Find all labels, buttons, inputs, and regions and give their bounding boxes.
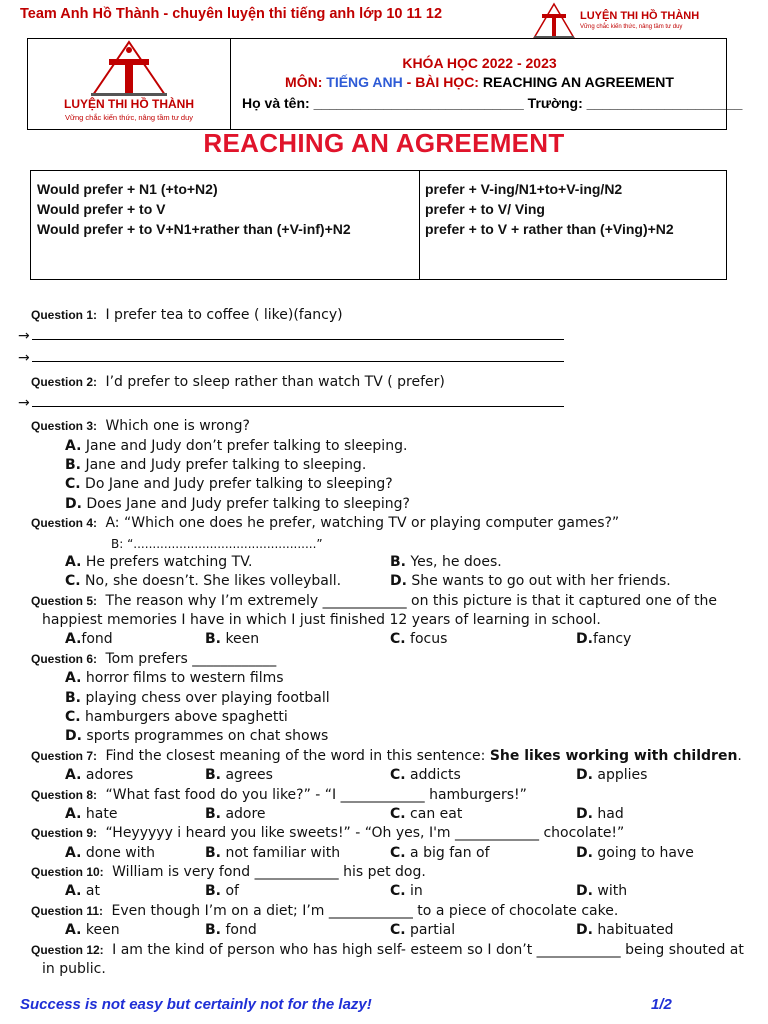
question-label: Question 2: bbox=[31, 375, 98, 389]
option-a[interactable] bbox=[65, 669, 284, 688]
question-11 bbox=[31, 902, 618, 921]
course-logo-name: LUYỆN THI HỒ THÀNH bbox=[64, 97, 194, 111]
question-2 bbox=[31, 373, 445, 392]
logo-name: LUYỆN THI HỒ THÀNH bbox=[580, 10, 700, 22]
question-text: William is very fond ____________ his pet dog. bbox=[112, 864, 426, 880]
option-letter: C. bbox=[390, 806, 406, 822]
option-c[interactable] bbox=[390, 844, 490, 863]
option-letter: B. bbox=[65, 690, 81, 706]
option-letter: D. bbox=[576, 883, 593, 899]
option-text: addicts bbox=[410, 767, 461, 783]
option-b[interactable] bbox=[205, 844, 340, 863]
option-letter: B. bbox=[205, 922, 221, 938]
formula-item: Would prefer + to V bbox=[37, 201, 166, 217]
course-header-box bbox=[27, 38, 743, 130]
option-b[interactable] bbox=[205, 882, 239, 901]
option-text: not familiar with bbox=[225, 845, 341, 861]
option-text: focus bbox=[410, 631, 448, 647]
option-text: Does Jane and Judy prefer talking to sleeping? bbox=[86, 496, 410, 512]
option-b[interactable] bbox=[65, 689, 330, 708]
option-b[interactable] bbox=[205, 805, 266, 824]
option-text: a big fan of bbox=[410, 845, 490, 861]
option-c[interactable] bbox=[390, 766, 461, 785]
option-text: adores bbox=[85, 767, 134, 783]
option-letter: A. bbox=[65, 438, 82, 454]
option-letter: A. bbox=[65, 806, 82, 822]
arrow-icon: → bbox=[18, 328, 30, 344]
question-10 bbox=[31, 863, 426, 882]
option-letter: B. bbox=[205, 845, 221, 861]
arrow-icon: → bbox=[18, 395, 30, 411]
course-year: KHÓA HỌC 2022 - 2023 bbox=[402, 55, 557, 71]
option-a[interactable] bbox=[65, 437, 407, 456]
option-letter: C. bbox=[65, 709, 81, 725]
option-text: fond bbox=[225, 922, 257, 938]
option-c[interactable] bbox=[65, 572, 341, 591]
question-8 bbox=[31, 786, 527, 805]
option-text: done with bbox=[85, 845, 155, 861]
formula-item: Would prefer + N1 (+to+N2) bbox=[37, 181, 218, 197]
option-d[interactable] bbox=[576, 805, 624, 824]
question-1 bbox=[31, 306, 343, 325]
option-letter: D. bbox=[576, 845, 593, 861]
page-title: REACHING AN AGREEMENT bbox=[203, 128, 565, 158]
question-label: Question 5: bbox=[31, 594, 98, 608]
option-text: sports programmes on chat shows bbox=[86, 728, 329, 744]
option-letter: D. bbox=[576, 806, 593, 822]
student-info-line: Họ và tên: ___________________________ Trường: ____________________ bbox=[242, 95, 743, 111]
option-b[interactable] bbox=[205, 630, 259, 649]
course-logo-slogan: Vững chắc kiến thức, nâng tầm tư duy bbox=[64, 113, 194, 122]
logo-slogan: Vững chắc kiến thức, nâng tầm tư duy bbox=[580, 24, 683, 30]
question-text-end: . bbox=[737, 748, 742, 764]
option-a[interactable] bbox=[65, 805, 117, 824]
formula-column-right bbox=[425, 179, 674, 239]
option-letter: C. bbox=[390, 845, 406, 861]
option-letter: D. bbox=[576, 631, 593, 647]
header-logo bbox=[532, 2, 702, 40]
option-text: with bbox=[597, 883, 628, 899]
page-top-title: Team Anh Hồ Thành - chuyên luyện thi tiếng anh lớp 10 11 12 bbox=[20, 6, 443, 22]
option-letter: C. bbox=[390, 631, 406, 647]
option-d[interactable] bbox=[576, 766, 647, 785]
subject-line bbox=[231, 74, 728, 90]
option-letter: B. bbox=[65, 457, 81, 473]
option-text: Do Jane and Judy prefer talking to sleeping? bbox=[85, 476, 393, 492]
answer-line[interactable] bbox=[18, 350, 564, 366]
option-b[interactable] bbox=[205, 921, 257, 940]
question-text: Even though I’m on a diet; I’m ____________ to a piece of chocolate cake. bbox=[111, 903, 619, 919]
question-4 bbox=[31, 514, 619, 533]
option-letter: C. bbox=[390, 883, 406, 899]
option-letter: B. bbox=[205, 767, 221, 783]
option-letter: A. bbox=[65, 883, 82, 899]
option-d[interactable] bbox=[65, 727, 328, 746]
formula-table bbox=[30, 170, 727, 280]
option-text: in bbox=[410, 883, 423, 899]
option-a[interactable] bbox=[65, 882, 100, 901]
option-text: of bbox=[225, 883, 239, 899]
option-d[interactable] bbox=[576, 630, 631, 649]
question-label: Question 10: bbox=[31, 865, 104, 879]
question-label: Question 1: bbox=[31, 308, 98, 322]
formula-column-left bbox=[37, 179, 351, 239]
question-6 bbox=[31, 650, 276, 669]
question-text: The reason why I’m extremely ____________ on this picture is that it captured one of the bbox=[105, 593, 717, 609]
option-c[interactable] bbox=[390, 805, 462, 824]
question-label: Question 6: bbox=[31, 652, 98, 666]
option-b[interactable] bbox=[390, 553, 502, 572]
option-c[interactable] bbox=[65, 708, 288, 727]
option-letter: B. bbox=[390, 554, 406, 570]
formula-item: Would prefer + to V+N1+rather than (+V-inf)+N2 bbox=[37, 221, 351, 237]
option-letter: A. bbox=[65, 554, 82, 570]
question-label: Question 4: bbox=[31, 516, 98, 530]
option-text: fancy bbox=[592, 631, 632, 647]
question-text: Which one is wrong? bbox=[105, 418, 250, 434]
option-text: hamburgers above spaghetti bbox=[85, 709, 288, 725]
formula-item: prefer + V-ing/N1+to+V-ing/N2 bbox=[425, 181, 623, 197]
question-5-continued: happiest memories I have in which I just finished 12 years of learning in school. bbox=[42, 612, 601, 628]
option-d[interactable] bbox=[576, 844, 694, 863]
subject-name: TIẾNG ANH bbox=[326, 74, 403, 90]
question-text: Find the closest meaning of the word in this sentence: bbox=[105, 748, 486, 764]
option-text: playing chess over playing football bbox=[85, 690, 330, 706]
option-text: She wants to go out with her friends. bbox=[411, 573, 671, 589]
course-logo bbox=[28, 39, 230, 131]
question-4-b-line: B: “................................................” bbox=[111, 537, 323, 551]
option-text: partial bbox=[410, 922, 456, 938]
question-label: Question 12: bbox=[31, 943, 104, 957]
option-text: hate bbox=[85, 806, 118, 822]
question-bold-text: She likes working with children bbox=[489, 748, 738, 764]
option-letter: D. bbox=[576, 767, 593, 783]
option-a[interactable] bbox=[65, 630, 113, 649]
option-a[interactable] bbox=[65, 766, 133, 785]
option-letter: C. bbox=[65, 476, 81, 492]
option-letter: A. bbox=[65, 845, 82, 861]
option-c[interactable] bbox=[65, 475, 393, 494]
option-text: fond bbox=[81, 631, 113, 647]
option-letter: D. bbox=[576, 922, 593, 938]
option-c[interactable] bbox=[390, 882, 423, 901]
option-text: horror films to western films bbox=[85, 670, 284, 686]
option-text: can eat bbox=[410, 806, 463, 822]
option-text: applies bbox=[597, 767, 648, 783]
option-a[interactable] bbox=[65, 553, 252, 572]
option-b[interactable] bbox=[65, 456, 366, 475]
question-text: I’d prefer to sleep rather than watch TV ( prefer) bbox=[105, 374, 445, 390]
question-label: Question 3: bbox=[31, 419, 98, 433]
option-text: adore bbox=[225, 806, 266, 822]
lesson-name: REACHING AN AGREEMENT bbox=[482, 74, 674, 90]
option-text: agrees bbox=[225, 767, 273, 783]
option-letter: A. bbox=[65, 670, 82, 686]
option-text: Jane and Judy prefer talking to sleeping. bbox=[85, 457, 367, 473]
question-label: Question 8: bbox=[31, 788, 98, 802]
question-7 bbox=[31, 747, 742, 766]
triangle-logo-icon bbox=[89, 39, 169, 99]
option-a[interactable] bbox=[65, 921, 120, 940]
question-label: Question 7: bbox=[31, 749, 98, 763]
question-text: Tom prefers ____________ bbox=[105, 651, 277, 667]
question-text: I prefer tea to coffee ( like)(fancy) bbox=[105, 307, 343, 323]
triangle-logo-icon bbox=[532, 2, 576, 40]
option-letter: C. bbox=[390, 767, 406, 783]
option-letter: A. bbox=[65, 631, 82, 647]
option-letter: B. bbox=[205, 631, 221, 647]
question-text: “What fast food do you like?” - “I ____________ hamburgers!” bbox=[105, 787, 527, 803]
option-text: had bbox=[597, 806, 624, 822]
option-letter: C. bbox=[65, 573, 81, 589]
option-letter: C. bbox=[390, 922, 406, 938]
option-letter: A. bbox=[65, 922, 82, 938]
formula-item: prefer + to V/ Ving bbox=[425, 201, 545, 217]
option-text: at bbox=[85, 883, 100, 899]
option-text: Jane and Judy don’t prefer talking to sleeping. bbox=[85, 438, 408, 454]
option-letter: D. bbox=[65, 496, 82, 512]
answer-line[interactable] bbox=[18, 328, 564, 344]
formula-divider bbox=[419, 171, 420, 279]
question-12-continued: in public. bbox=[42, 961, 106, 977]
option-b[interactable] bbox=[205, 766, 273, 785]
option-letter: D. bbox=[390, 573, 407, 589]
option-text: Yes, he does. bbox=[410, 554, 502, 570]
lesson-label: - BÀI HỌC: bbox=[406, 74, 479, 90]
option-letter: B. bbox=[205, 806, 221, 822]
option-text: going to have bbox=[597, 845, 694, 861]
question-label: Question 9: bbox=[31, 826, 98, 840]
question-5 bbox=[31, 592, 717, 611]
option-letter: B. bbox=[205, 883, 221, 899]
option-d[interactable] bbox=[576, 882, 627, 901]
option-c[interactable] bbox=[390, 921, 455, 940]
question-label: Question 11: bbox=[31, 904, 104, 918]
option-c[interactable] bbox=[390, 630, 447, 649]
question-text: I am the kind of person who has high self- esteem so I don’t ____________ being shouted at bbox=[112, 942, 744, 958]
option-d[interactable] bbox=[576, 921, 674, 940]
option-d[interactable] bbox=[390, 572, 671, 591]
question-text: “Heyyyyy i heard you like sweets!” - “Oh yes, I'm ____________ chocolate!” bbox=[105, 825, 625, 841]
footer-motto: Success is not easy but certainly not for the lazy! bbox=[20, 996, 372, 1013]
page-number: 1/2 bbox=[651, 996, 672, 1013]
question-12 bbox=[31, 941, 744, 960]
option-text: He prefers watching TV. bbox=[85, 554, 253, 570]
option-d[interactable] bbox=[65, 495, 410, 514]
question-text: A: “Which one does he prefer, watching TV or playing computer games?” bbox=[105, 515, 620, 531]
subject-label: MÔN: bbox=[285, 74, 323, 90]
option-text: keen bbox=[225, 631, 260, 647]
arrow-icon: → bbox=[18, 350, 30, 366]
option-letter: A. bbox=[65, 767, 82, 783]
option-letter: D. bbox=[65, 728, 82, 744]
question-9 bbox=[31, 824, 624, 843]
option-text: habituated bbox=[597, 922, 674, 938]
option-a[interactable] bbox=[65, 844, 155, 863]
formula-item: prefer + to V + rather than (+Ving)+N2 bbox=[425, 221, 674, 237]
answer-line[interactable] bbox=[18, 395, 564, 411]
option-text: keen bbox=[85, 922, 120, 938]
option-text: No, she doesn’t. She likes volleyball. bbox=[85, 573, 342, 589]
question-3 bbox=[31, 417, 250, 436]
